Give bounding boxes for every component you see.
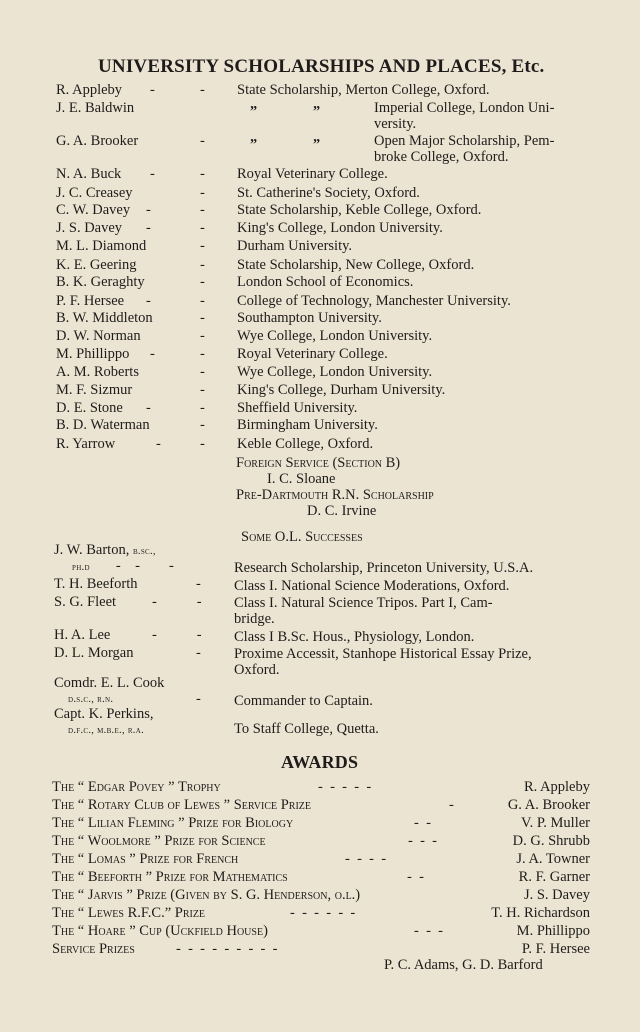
row-dash: - [200, 133, 205, 149]
scholar-place: State Scholarship, Keble College, Oxford. [237, 202, 482, 218]
success-name-suffix: d.s.c., r.n. [68, 694, 114, 705]
award-prize: The “ Hoare ” Cup (Uckfield House) [52, 923, 268, 939]
success-place: Class I. National Science Moderations, Oxford. [234, 578, 510, 594]
row-dash: - [200, 220, 205, 236]
scholar-place: King's College, London University. [237, 220, 443, 236]
success-place: Class I. Natural Science Tripos. Part I, Cam- [234, 595, 493, 611]
scholar-place: State Scholarship, Merton College, Oxford. [237, 82, 490, 98]
scholar-place: St. Catherine's Society, Oxford. [237, 185, 420, 201]
scholar-name: M. Phillippo [56, 346, 130, 362]
success-place: Research Scholarship, Princeton University, U.S.A. [234, 560, 534, 576]
ditto-mark: „ [313, 96, 321, 112]
row-dash: - [200, 436, 205, 452]
row-dash: - [146, 220, 151, 236]
scholar-name: P. F. Hersee [56, 293, 125, 309]
success-place: To Staff College, Quetta. [234, 721, 379, 737]
ditto-mark: „ [313, 129, 321, 145]
row-dash: - [146, 293, 151, 309]
scholar-name: B. D. Waterman [56, 417, 150, 433]
row-dash: - [200, 202, 205, 218]
row-dash: - [200, 417, 205, 433]
award-prize: The “ Lewes R.F.C.” Prize [52, 905, 206, 921]
success-name: S. G. Fleet [54, 594, 117, 610]
scholar-place: Birmingham University. [237, 417, 378, 433]
page-title: UNIVERSITY SCHOLARSHIPS AND PLACES, Etc. [98, 56, 545, 77]
success-place-cont: bridge. [234, 611, 275, 627]
success-dash: - [196, 691, 201, 707]
scholar-name: R. Yarrow [56, 436, 116, 452]
scholar-place: London School of Economics. [237, 274, 414, 290]
scholar-name: B. K. Geraghty [56, 274, 145, 290]
success-name-suffix: d.f.c., m.b.e., r.a. [68, 725, 145, 736]
success-place: Commander to Captain. [234, 693, 373, 709]
awards-last-line: P. C. Adams, G. D. Barford [384, 957, 543, 973]
success-name-suffix: ph.d - - - [72, 558, 174, 574]
pre-dartmouth-name: D. C. Irvine [307, 503, 377, 519]
row-dash: - [150, 166, 155, 182]
scholar-name: M. F. Sizmur [56, 382, 133, 398]
award-leader: - - - - [345, 851, 387, 867]
scholar-name: J. S. Davey [56, 220, 123, 236]
success-place-cont: Oxford. [234, 662, 280, 678]
scholar-name: N. A. Buck [56, 166, 122, 182]
scholar-place: Durham University. [237, 238, 353, 254]
award-leader: - - - - - - - - - [176, 941, 278, 957]
award-prize: The “ Woolmore ” Prize for Science [52, 833, 266, 849]
scholar-name: J. E. Baldwin [56, 100, 135, 116]
scholar-name: D. W. Norman [56, 328, 141, 344]
pre-dartmouth-label: Pre-Dartmouth R.N. Scholarship [236, 487, 434, 503]
success-place: Class I B.Sc. Hous., Physiology, London. [234, 629, 475, 645]
scholar-place: Royal Veterinary College. [237, 346, 388, 362]
award-prize: The “ Rotary Club of Lewes ” Service Prize [52, 797, 312, 813]
scholar-name: J. C. Creasey [56, 185, 133, 201]
success-name: J. W. Barton, b.sc., [54, 542, 156, 558]
award-leader: - - - - - - [290, 905, 356, 921]
row-dash: - [146, 202, 151, 218]
scholar-place: Keble College, Oxford. [237, 436, 374, 452]
scholar-place-cont: versity. [374, 116, 417, 132]
success-dash: - - [152, 627, 202, 643]
success-place: Proxime Accessit, Stanhope Historical Essay Prize, [234, 646, 532, 662]
award-prize: The “ Lilian Fleming ” Prize for Biology [52, 815, 294, 831]
row-dash: - [200, 82, 205, 98]
award-winner: G. A. Brooker [507, 797, 590, 813]
scholar-place-cont: broke College, Oxford. [374, 149, 509, 165]
ditto-mark: „ [250, 129, 258, 145]
award-winner: T. H. Richardson [491, 905, 590, 921]
row-dash: - [150, 346, 155, 362]
row-dash: - [156, 436, 161, 452]
award-leader: - - [407, 869, 424, 885]
scholar-name: G. A. Brooker [56, 133, 139, 149]
scholar-place: Southampton University. [237, 310, 382, 326]
row-dash: - [146, 400, 151, 416]
scholar-name: R. Appleby [56, 82, 123, 98]
success-name: T. H. Beeforth [54, 576, 138, 592]
award-winner: R. Appleby [523, 779, 590, 795]
row-dash: - [200, 238, 205, 254]
scholar-place: Wye College, London University. [237, 364, 433, 380]
scholar-name: A. M. Roberts [56, 364, 139, 380]
award-winner: V. P. Muller [520, 815, 590, 831]
row-dash: - [150, 82, 155, 98]
foreign-service-label: Foreign Service (Section B) [236, 455, 401, 471]
row-dash: - [200, 328, 205, 344]
row-dash: - [200, 400, 205, 416]
award-leader: - [449, 797, 454, 813]
award-leader: - - - [408, 833, 437, 849]
scholar-place: Wye College, London University. [237, 328, 433, 344]
scholar-name: B. W. Middleton [56, 310, 153, 326]
scholar-place: Royal Veterinary College. [237, 166, 388, 182]
row-dash: - [200, 293, 205, 309]
row-dash: - [200, 166, 205, 182]
scholar-name: M. L. Diamond [56, 238, 147, 254]
award-prize: The “ Beeforth ” Prize for Mathematics [52, 869, 288, 885]
award-leader: - - - - - [318, 779, 372, 795]
row-dash: - [200, 346, 205, 362]
scholar-place: Imperial College, London Uni- [374, 100, 555, 116]
scholar-name: C. W. Davey [56, 202, 131, 218]
row-dash: - [200, 257, 205, 273]
row-dash: - [200, 185, 205, 201]
row-dash: - [200, 382, 205, 398]
scholar-name: D. E. Stone [56, 400, 123, 416]
row-dash: - [200, 310, 205, 326]
scholar-place: Open Major Scholarship, Pem- [374, 133, 555, 149]
award-prize: Service Prizes [52, 941, 135, 957]
row-dash: - [200, 364, 205, 380]
ol-successes-heading: Some O.L. Successes [241, 529, 363, 545]
awards-heading: AWARDS [281, 752, 359, 772]
ditto-mark: „ [250, 96, 258, 112]
award-prize: The “ Edgar Povey ” Trophy [52, 779, 221, 795]
award-winner: P. F. Hersee [521, 941, 590, 957]
award-leader: - - - [414, 923, 443, 939]
award-winner: J. A. Towner [516, 851, 590, 867]
foreign-service-name: I. C. Sloane [267, 471, 336, 487]
scholar-place: State Scholarship, New College, Oxford. [237, 257, 475, 273]
scholar-place: King's College, Durham University. [237, 382, 446, 398]
row-dash: - [200, 274, 205, 290]
scholar-name: K. E. Geering [56, 257, 137, 273]
success-dash: - - [152, 594, 202, 610]
scholar-place: Sheffield University. [237, 400, 358, 416]
success-name: Capt. K. Perkins, [54, 706, 154, 722]
success-name: Comdr. E. L. Cook [54, 675, 165, 691]
award-prize: The “ Lomas ” Prize for French [52, 851, 239, 867]
award-winner: M. Phillippo [516, 923, 590, 939]
award-prize: The “ Jarvis ” Prize (Given by S. G. Henderson, o.l.) [52, 887, 361, 903]
award-leader: - - [414, 815, 431, 831]
success-dash: - [196, 645, 201, 661]
success-name: H. A. Lee [54, 627, 111, 643]
success-name: D. L. Morgan [54, 645, 134, 661]
award-winner: J. S. Davey [523, 887, 590, 903]
success-dash: - [196, 576, 201, 592]
award-winner: R. F. Garner [518, 869, 590, 885]
scholar-place: College of Technology, Manchester University. [237, 293, 511, 309]
award-winner: D. G. Shrubb [512, 833, 590, 849]
